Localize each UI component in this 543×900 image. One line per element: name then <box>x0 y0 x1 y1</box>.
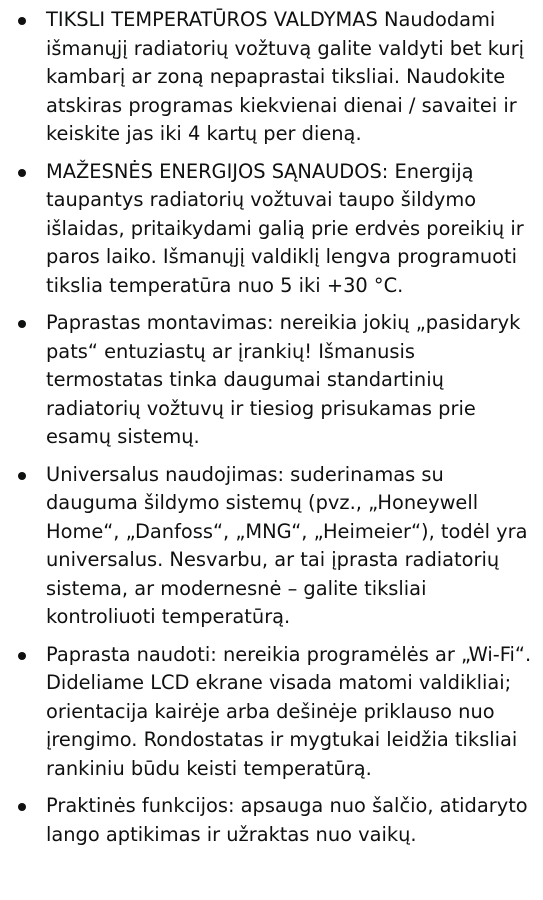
bullet-dot <box>18 472 26 480</box>
feature-text: Praktinės funkcijos: apsauga nuo šalčio, atidaryto lango aptikimas ir užraktas nuo vaikų. <box>46 794 528 846</box>
feature-precise-temperature-control <box>46 6 537 149</box>
feature-lower-energy-consumption <box>46 158 537 301</box>
feature-text: TIKSLI TEMPERATŪROS VALDYMAS Naudodami išmanųjį radiatorių vožtuvą galite valdyti bet kurį kambarį ar zoną nepaprastai tiksliai. Naudokite atskiras programas kiekvienai dienai / savaitei ir keiskite jas iki 4 kartų per dieną. <box>46 8 525 145</box>
feature-easy-to-use <box>46 641 537 784</box>
feature-practical-functions <box>46 792 537 849</box>
feature-text: Paprasta naudoti: nereikia programėlės ar „Wi-Fi“. Dideliame LCD ekrane visada matomi valdikliai; orientacija kairėje arba dešinėje priklauso nuo įrengimo. Rondostatas ir mygtukai leidžia tiksliai rankiniu būdu keisti temperatūrą. <box>46 642 532 780</box>
feature-easy-installation <box>46 309 537 452</box>
feature-universal-use <box>46 461 537 632</box>
feature-text: Universalus naudojimas: suderinamas su dauguma šildymo sistemų (pvz., „Honeywell Home“, „Danfoss“, „MNG“, „Heimeier“), todėl yra universalus. Nesvarbu, ar tai įprasta radiatorių sistema, ar modernesnė – galite tiksliai kontroliuoti temperatūrą. <box>46 462 528 628</box>
bullet-dot <box>18 17 26 25</box>
bullet-dot <box>18 169 26 177</box>
bullet-dot <box>18 803 26 811</box>
bullet-dot <box>18 652 26 660</box>
bullet-dot <box>18 320 26 328</box>
feature-text: Paprastas montavimas: nereikia jokių „pasidaryk pats“ entuziastų ar įrankių! Išmanusis termostatas tinka daugumai standartinių radiatorių vožtuvų ir tiesiog prisukamas prie esamų sistemų. <box>46 311 521 448</box>
feature-text: MAŽESNĖS ENERGIJOS SĄNAUDOS: Energiją taupantys radiatorių vožtuvai taupo šildymo išlaidas, pritaikydami galią prie erdvės poreikių ir paros laiko. Išmanųjį valdiklį lengva programuoti tikslia temperatūra nuo 5 iki +30 °C. <box>46 159 524 297</box>
